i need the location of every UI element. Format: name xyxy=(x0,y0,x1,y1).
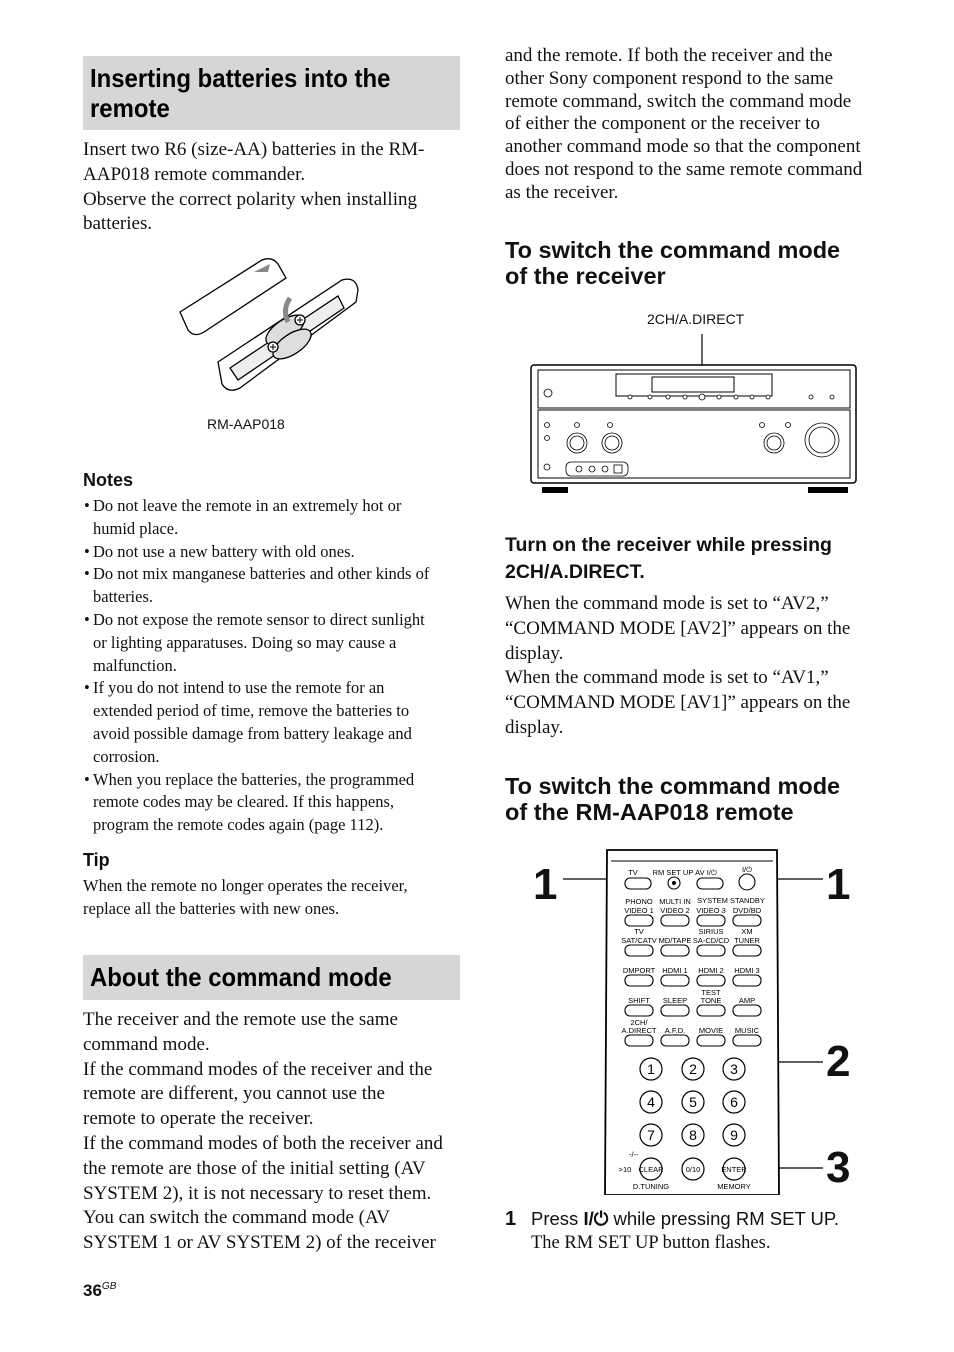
title-line: remote xyxy=(90,93,170,123)
text-line: You can switch the command mode (AV xyxy=(83,1207,390,1229)
command-mode-paragraph xyxy=(83,1008,468,1256)
text-line: Insert two R6 (size-AA) batteries in the RM- xyxy=(83,139,425,160)
step-1 xyxy=(505,1208,905,1255)
notes-list xyxy=(84,495,469,837)
digit-label: 1 xyxy=(647,1061,655,1077)
text-line: AAP018 remote commander. xyxy=(83,163,306,185)
title-line: Inserting batteries into the xyxy=(90,63,391,93)
text-line: “COMMAND MODE [AV2]” appears on the xyxy=(505,617,851,639)
callout-step-1-left: 1 xyxy=(533,860,558,909)
continued-paragraph xyxy=(505,45,900,205)
key-label: MEMORY xyxy=(717,1182,751,1191)
step-text-part: while pressing RM SET UP. xyxy=(608,1208,840,1229)
key-label: I/⏻ xyxy=(741,865,753,874)
digit-label: 6 xyxy=(730,1094,738,1110)
text-line: If the command modes of the receiver and the xyxy=(83,1058,433,1080)
text-line: does not respond to the same remote command xyxy=(505,158,863,180)
digit-label: 2 xyxy=(689,1061,697,1077)
key-label: VIDEO 2 xyxy=(660,906,690,915)
step-text-part: Press xyxy=(531,1208,584,1229)
key-label: TV xyxy=(628,868,638,877)
heading-line: To switch the command mode xyxy=(505,237,841,263)
text-line: other Sony component respond to the same xyxy=(505,67,834,89)
text-line: of either the component or the receiver to xyxy=(505,113,820,135)
key-label: MOVIE xyxy=(698,1026,724,1035)
key-label: XM xyxy=(741,927,753,936)
text-line: When the command mode is set to “AV2,” xyxy=(505,593,829,614)
section-title-batteries xyxy=(90,63,440,123)
digit-label: 8 xyxy=(689,1127,697,1143)
key-label: SLEEP xyxy=(662,996,688,1005)
tip-text xyxy=(83,875,468,920)
digit-label: 5 xyxy=(689,1094,697,1110)
receiver-button-label: 2CH/A.DIRECT xyxy=(647,311,745,327)
key-label: AV I/⏻ xyxy=(695,868,717,877)
tip-heading: Tip xyxy=(83,850,110,870)
key-label: SAT/CATV xyxy=(621,936,657,945)
section-title-command-mode: About the command mode xyxy=(90,962,392,992)
step-number: 1 xyxy=(505,1208,517,1230)
key-label: VIDEO 1 xyxy=(624,906,654,915)
step-1-result: The RM SET UP button flashes. xyxy=(531,1233,771,1253)
note-item: • If you do not intend to use the remote for an extended period of time, remove the batteries to avoid possible damage from battery leakage and corrosion. xyxy=(84,677,469,768)
remote-control-illustration xyxy=(555,845,855,1195)
heading-line: of the RM-AAP018 remote xyxy=(505,799,794,825)
text-line: remote command, switch the command mode xyxy=(505,90,852,112)
text-line: remote are different, you cannot use the xyxy=(83,1083,385,1105)
digit-label: 7 xyxy=(647,1127,655,1143)
callout-step-3: 3 xyxy=(826,1143,851,1192)
batteries-paragraph xyxy=(83,138,463,237)
note-item: • Do not mix manganese batteries and other kinds of batteries. xyxy=(84,563,469,609)
heading-line: 2CH/A.DIRECT. xyxy=(505,561,645,583)
text-line: and the remote. If both the receiver and the xyxy=(505,45,833,66)
key-label: TEST xyxy=(701,988,721,997)
text-line: as the receiver. xyxy=(505,181,619,203)
callout-step-1-right: 1 xyxy=(826,860,851,909)
key-label: HDMI 1 xyxy=(662,966,688,975)
digit-label: 4 xyxy=(647,1094,655,1110)
text-line: SYSTEM 1 or AV SYSTEM 2) of the receiver xyxy=(83,1232,436,1254)
note-item: • Do not use a new battery with old ones. xyxy=(84,541,469,564)
battery-insertion-illustration xyxy=(170,250,370,400)
text-line: another command mode so that the component xyxy=(505,136,861,158)
text-line: SYSTEM 2), it is not necessary to reset them. xyxy=(83,1182,432,1204)
key-label: >10 xyxy=(618,1165,632,1174)
text-line: The receiver and the remote use the same xyxy=(83,1009,398,1030)
key-label: 0/10 xyxy=(685,1165,701,1174)
heading-line: Turn on the receiver while pressing xyxy=(505,534,832,556)
step-text xyxy=(531,1208,839,1229)
key-label: -/-- xyxy=(629,1150,639,1159)
text-line: “COMMAND MODE [AV1]” appears on the xyxy=(505,692,851,714)
page-number-suffix: GB xyxy=(101,1281,117,1292)
key-label: VIDEO 3 xyxy=(696,906,726,915)
note-item: • When you replace the batteries, the programmed remote codes may be cleared. If this happens, program the remote codes again (page 112). xyxy=(84,769,469,837)
text-line: replace all the batteries with new ones. xyxy=(83,898,340,918)
digit-label: 3 xyxy=(730,1061,738,1077)
page-number-value: 36 xyxy=(83,1281,102,1300)
key-label: A.DIRECT xyxy=(621,1026,657,1035)
key-label: SA-CD/CD xyxy=(692,936,730,945)
key-label: D.TUNING xyxy=(632,1182,670,1191)
key-label: MULTI IN xyxy=(659,897,691,906)
text-line: the remote are those of the initial setting (AV xyxy=(83,1157,426,1179)
notes-heading: Notes xyxy=(83,470,134,490)
key-label: MD/TAPE xyxy=(658,936,692,945)
key-label: TUNER xyxy=(734,936,760,945)
digit-label: 9 xyxy=(730,1127,738,1143)
text-line: command mode. xyxy=(83,1033,210,1055)
note-item: • Do not leave the remote in an extremely hot or humid place. xyxy=(84,495,469,541)
text-line: remote to operate the receiver. xyxy=(83,1108,314,1130)
power-icon: I/⏻ xyxy=(583,1208,609,1229)
text-line: When the remote no longer operates the receiver, xyxy=(83,876,408,895)
key-label: SYSTEM STANDBY xyxy=(697,896,765,905)
key-label: SIRIUS xyxy=(698,927,724,936)
key-label: DVD/BD xyxy=(732,906,762,915)
key-label: MUSIC xyxy=(734,1026,760,1035)
heading-switch-receiver xyxy=(505,237,905,289)
text-line: Observe the correct polarity when installing xyxy=(83,188,417,210)
text-line: display. xyxy=(505,716,564,738)
heading-switch-remote xyxy=(505,773,905,825)
heading-line: of the receiver xyxy=(505,263,666,289)
text-line: batteries. xyxy=(83,213,153,235)
key-label: TONE xyxy=(700,996,722,1005)
key-label: SHIFT xyxy=(628,996,650,1005)
key-label: ENTER xyxy=(721,1165,747,1174)
key-label: A.F.D. xyxy=(664,1026,686,1035)
figure-label-remote: RM-AAP018 xyxy=(207,416,285,432)
text-line: display. xyxy=(505,642,564,664)
key-label: TV xyxy=(634,927,644,936)
key-label: RM SET UP xyxy=(652,868,694,877)
key-label: CLEAR xyxy=(638,1165,664,1174)
note-item: • Do not expose the remote sensor to direct sunlight or lighting apparatuses. Doing so may cause a malfunction. xyxy=(84,609,469,677)
page-number xyxy=(83,1281,116,1301)
step-heading-turn-on xyxy=(505,532,905,586)
key-label: HDMI 3 xyxy=(734,966,760,975)
callout-step-2: 2 xyxy=(826,1037,851,1086)
key-label: 2CH/ xyxy=(630,1018,648,1027)
key-label: DMPORT xyxy=(622,966,656,975)
key-label: AMP xyxy=(738,996,756,1005)
text-line: When the command mode is set to “AV1,” xyxy=(505,667,829,689)
heading-line: To switch the command mode xyxy=(505,773,841,799)
command-mode-display-paragraph xyxy=(505,592,900,741)
text-line: If the command modes of both the receiver and xyxy=(83,1132,443,1154)
key-label: PHONO xyxy=(625,897,653,906)
receiver-front-panel-illustration xyxy=(528,330,860,496)
key-label: HDMI 2 xyxy=(698,966,724,975)
